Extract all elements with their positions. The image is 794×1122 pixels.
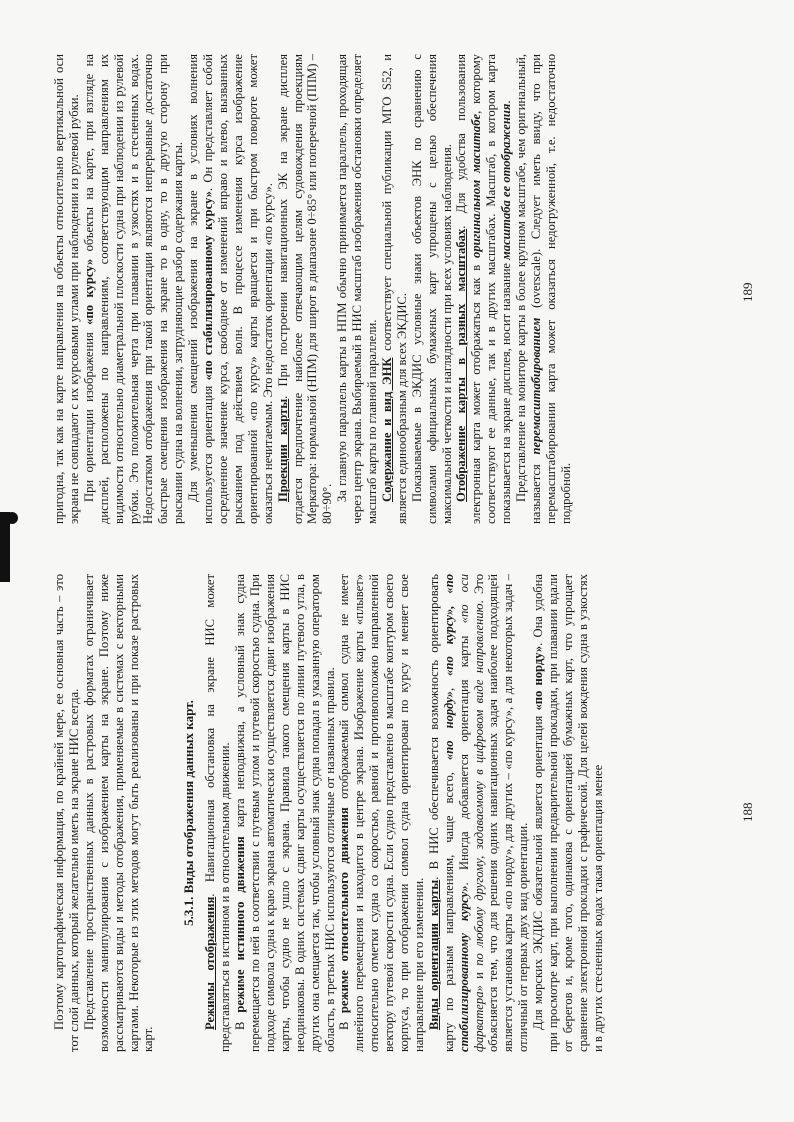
text: Для морских ЭКДИС обязательной является ориентация — [531, 710, 546, 1030]
paragraph: Показываемые в ЭКДИС условные знаки объектов ЭНК по сравнению с символами официальных бумажных карт упрощены с целью обеспечения максимальной четкости и наглядности при всех условиях наблюдения. — [409, 54, 454, 524]
text: В — [337, 1013, 352, 1030]
scan-artifact-blot — [6, 512, 18, 524]
term: «по норду» — [531, 645, 546, 711]
paragraph-relative-motion — [337, 574, 426, 1052]
paragraph-orientation — [427, 574, 531, 1052]
paragraph — [82, 54, 186, 524]
section-heading: 5.3.1. Виды отображения данных карт. — [181, 700, 197, 926]
paragraph: За главную параллель карты в НПМ обычно принимается параллель, проходящая через центр экрана. Выбираемый в НИС масштаб изображения обстановки определяет масштаб карты по главной параллели. — [335, 54, 380, 524]
page-number-left: 188 — [740, 802, 755, 822]
paragraph: Представление пространственных данных в растровых форматах ограничивает возможности манипулирования с изображением карты на экране. Поэтому ниже рассматриваются виды и методы отображения, применяемые в системах с векторными картами. Некоторые из этих методов могут быть реализованы и при показе растровых карт. — [81, 574, 156, 1052]
text: . Он представляет собой осредненное значение курса, свободное от изменений вправо и влево, вызванных рысканием под действием волн. В процессе изменения курса изображение ориентированной «по курсу» карты вращается и при быстром повороте может оказаться нечитаемым. Это недостаток ориентации «по курсу». — [201, 54, 275, 524]
term: перемасштабированием — [529, 317, 543, 455]
term: «по оси фарватера» — [456, 574, 486, 1052]
text: . Для удобства пользования электронная карта может отображаться как в — [454, 54, 484, 524]
text: , — [441, 675, 456, 692]
text: карта неподвижна, а условный знак судна перемещается по ней в соответствии с путевым углом и путевой скоростью судна. При подходе символа судна к краю экрана автоматически осуществляется сдвиг изображения карты, чтобы судно не ушло с экрана. Правила такого смещения карты в НИС неодинаковы. В одних системах сдвиг карты осуществляется по линии путевого угла, в других она смещается так, чтобы условный знак судна попадал в указанную оператором область, в третьих НИС используются отличные от названных правила. — [233, 574, 337, 1052]
paragraph-content — [380, 54, 410, 524]
term: , «по стабилизированному курсу» — [441, 573, 471, 1052]
paragraph-projection — [276, 54, 336, 524]
text: соответствует специальной публикации МГО S52, и является единообразным для всех ЭКДИС. — [379, 54, 409, 524]
left-page-text — [52, 574, 702, 1052]
term: масштаба ее отображения — [499, 103, 514, 260]
text: . Она удобна при просмотре карт, при выполнении предварительной прокладки, при плавании вдали от берегов и, кроме того, одинакова с ориентацией бумажных карт, что упрощает сравнение электронной прокладки с графической. Для целей вождения судна в узкостях и в других стесненных водах такая ориентация менее — [531, 574, 605, 1052]
paragraph — [186, 54, 275, 524]
term: по любому другому, задаваемому в цифровом виде направлению — [471, 603, 486, 966]
paragraph-marine — [531, 574, 606, 1052]
term-projection: Проекции карты — [275, 398, 290, 502]
term: «по стабилизированному курсу» — [201, 191, 216, 381]
text: В — [233, 1012, 248, 1030]
term: «по курсу» — [441, 608, 456, 676]
paragraph-scale — [454, 54, 514, 524]
paragraph: Поэтому картографическая информация, по крайней мере, ее основная часть – это тот слой данных, который желательно иметь на экране НИС всегда. — [52, 574, 81, 1052]
term-relative-motion: режиме относительного движения — [337, 807, 352, 1014]
term-true-motion: режиме истинного движения — [233, 836, 248, 1013]
text: . В НИС обеспечивается возможность ориентировать карту по разным направлениям, чаще всего, — [426, 574, 456, 1052]
text: , которому соответствуют ее данные, так и в других масштабах. Масштаб, в котором карта показывается на экране дисплея, носит название — [469, 54, 514, 524]
text: отображаемый символ судна не имеет линейного перемещения и находится в центре экрана. Изображение карты «плывет» относительно отметки судна со скоростью, равной и противоположно направленной вектору путевой скорости судна. Если судно представлено в масштабе контуром своего корпуса, то при отображении символ судна ориентирован по курсу и меняет свое направление при его изменении. — [337, 574, 426, 1052]
term: «по курсу» — [81, 258, 96, 325]
text: . Навигационная обстановка на экране НИС может представляться в истинном и в относительном движении. — [203, 574, 233, 1052]
page-number-right: 189 — [740, 282, 755, 302]
paragraph-overscale — [514, 54, 574, 524]
paragraph-modes — [203, 574, 233, 1052]
text: объекты на карте, при взгляде на дисплей, расположены по направлениям, соответствующим направлениям их видимости относительно диаметральной плоскости судна при наблюдении из рулевой рубки. Это положительная черта при плавании в узкостях и в стесненных водах. Недостатком отображения при такой ориентации являются непрерывные достаточно быстрые смещения изображения на экране то в одну, то в другую сторону при рыскании судна на волнении, затрудняющие разбор содержания карты. — [81, 54, 186, 524]
text: . Это объясняется тем, что для решения одних навигационных задач наиболее подходящей является установка карты «по норду», для других – «по курсу», а для некоторых задач – отличный от первых двух вид ориентации. — [471, 574, 531, 1052]
text: (overscale). Следует иметь ввиду, что при перемасштабировании карта может оказаться недогруженной, т.е. недостаточно подробной. — [529, 54, 573, 524]
term: оригинальном масштабе — [469, 113, 484, 258]
paragraph-true-motion — [233, 574, 337, 1052]
term-content: Содержание и вид ЭНК — [379, 357, 394, 502]
text: . При построении навигационных ЭК на экране дисплея отдается предпочтение наиболее отвечающим целям судовождения проекциям Меркатора: нормальной (НПМ) для широт в диапазоне 0÷85° или поперечной (ППМ) – 80÷90°. — [275, 54, 335, 524]
text: . — [499, 100, 514, 104]
text: Представление на мониторе карты в более крупном масштабе, чем оригинальный, называется — [514, 54, 543, 524]
text: . Иногда добавляется ориентация карты — [456, 623, 471, 886]
text: и — [471, 965, 486, 986]
term-modes: Режимы отображения — [203, 896, 218, 1030]
text: При ориентации изображения — [81, 324, 96, 502]
paragraph: пригодна, так как на карте направления на объекты относительно вертикальной оси экрана не совпадают с их курсовыми углами при наблюдении из рулевой рубки. — [52, 54, 81, 524]
term-scale: Отображение карты в разных масштабах — [454, 228, 469, 502]
term-orientation: Виды ориентации карты — [426, 879, 441, 1030]
right-page-text — [52, 54, 702, 524]
text: Для уменьшения смещений изображения на экране в условиях волнения используется ориентация — [186, 54, 216, 524]
term: «по норду» — [441, 691, 456, 761]
